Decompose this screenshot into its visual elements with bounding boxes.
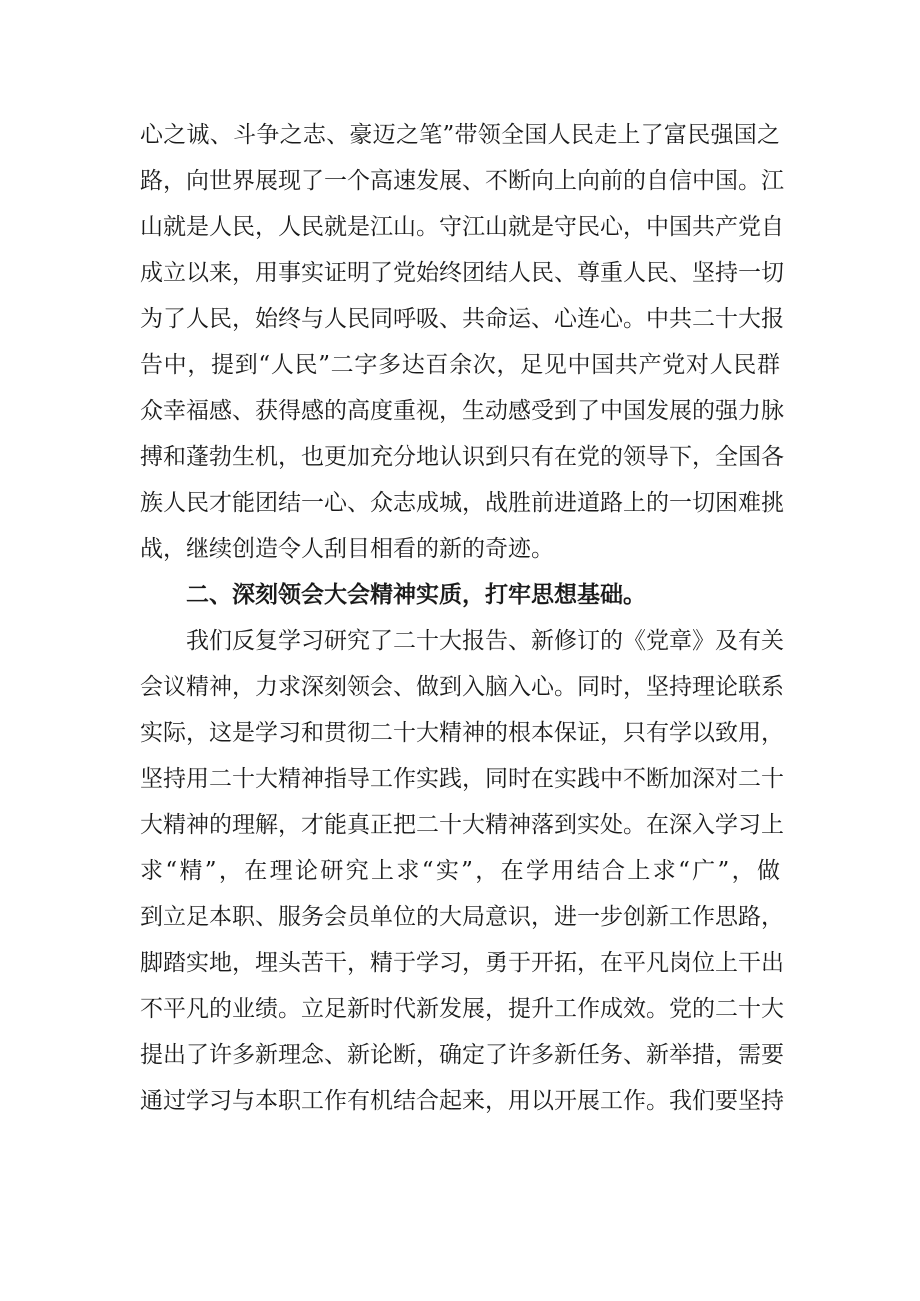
- text-line: 众幸福感、获得感的高度重视，生动感受到了中国发展的强力脉: [140, 398, 784, 424]
- text-line: 实际，这是学习和贯彻二十大精神的根本保证，只有学以致用，: [140, 720, 784, 746]
- text-line: 告中，提到“人民”二字多达百余次，足见中国共产党对人民群: [140, 352, 780, 378]
- text-line: 为了人民，始终与人民同呼吸、共命运、心连心。中共二十大报: [140, 306, 784, 332]
- text-line: 脚踏实地，埋头苦干，精于学习，勇于开拓，在平凡岗位上干出: [140, 950, 784, 976]
- text-line: 到立足本职、服务会员单位的大局意识，进一步创新工作思路，: [140, 904, 784, 930]
- text-line: 心之诚、斗争之志、豪迈之笔”带领全国人民走上了富民强国之: [140, 122, 780, 148]
- text-line: 坚持用二十大精神指导工作实践，同时在实践中不断加深对二十: [140, 766, 784, 792]
- text-line: 会议精神，力求深刻领会、做到入脑入心。同时，坚持理论联系: [140, 674, 784, 700]
- text-line: 我们反复学习研究了二十大报告、新修订的《党章》及有关: [186, 628, 784, 654]
- text-line: 不平凡的业绩。立足新时代新发展，提升工作成效。党的二十大: [140, 996, 784, 1022]
- text-line: 族人民才能团结一心、众志成城，战胜前进道路上的一切困难挑: [140, 490, 784, 516]
- text-line: 路，向世界展现了一个高速发展、不断向上向前的自信中国。江: [140, 168, 784, 194]
- text-line: 求“精”，在理论研究上求“实”，在学用结合上求“广”，做: [140, 858, 780, 884]
- text-line: 成立以来，用事实证明了党始终团结人民、尊重人民、坚持一切: [140, 260, 784, 286]
- text-line: 通过学习与本职工作有机结合起来，用以开展工作。我们要坚持: [140, 1088, 784, 1114]
- text-line: 山就是人民，人民就是江山。守江山就是守民心，中国共产党自: [140, 214, 784, 240]
- document-body: [140, 112, 784, 1124]
- paragraph-continued: [140, 112, 784, 572]
- text-line: 搏和蓬勃生机，也更加充分地认识到只有在党的领导下，全国各: [140, 444, 784, 470]
- paragraph-section-two: [140, 618, 784, 1124]
- text-line: 提出了许多新理念、新论断，确定了许多新任务、新举措，需要: [140, 1042, 784, 1068]
- text-line: 战，继续创造令人刮目相看的新的奇迹。: [140, 536, 554, 562]
- text-line: 大精神的理解，才能真正把二十大精神落到实处。在深入学习上: [140, 812, 784, 838]
- section-heading: 二、深刻领会大会精神实质，打牢思想基础。: [186, 582, 646, 608]
